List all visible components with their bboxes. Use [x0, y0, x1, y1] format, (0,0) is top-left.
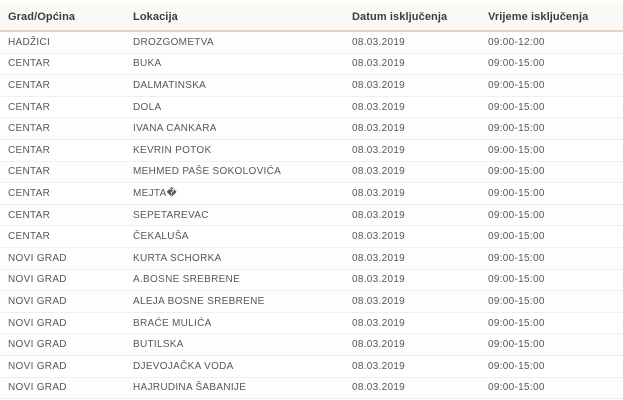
column-header-lokacija: Lokacija	[133, 4, 352, 31]
cell-lokacija: DOLA	[133, 96, 352, 118]
cell-datum: 08.03.2019	[352, 31, 488, 53]
table-row	[0, 183, 623, 205]
cell-grad: NOVI GRAD	[0, 269, 133, 291]
table-row	[0, 53, 623, 75]
column-header-vrijeme-iskljucenja: Vrijeme isključenja	[488, 4, 623, 31]
cell-vrijeme: 09:00-15:00	[488, 53, 623, 75]
cell-grad: CENTAR	[0, 118, 133, 140]
cell-vrijeme: 09:00-15:00	[488, 183, 623, 205]
cell-vrijeme: 09:00-15:00	[488, 139, 623, 161]
cell-grad: NOVI GRAD	[0, 291, 133, 313]
cell-vrijeme: 09:00-15:00	[488, 355, 623, 377]
table-row	[0, 75, 623, 97]
cell-datum: 08.03.2019	[352, 291, 488, 313]
table-row	[0, 377, 623, 399]
cell-grad: CENTAR	[0, 161, 133, 183]
table-header-row	[0, 4, 623, 31]
cell-datum: 08.03.2019	[352, 226, 488, 248]
table-row	[0, 139, 623, 161]
cell-datum: 08.03.2019	[352, 355, 488, 377]
cell-vrijeme: 09:00-15:00	[488, 291, 623, 313]
cell-datum: 08.03.2019	[352, 96, 488, 118]
cell-vrijeme: 09:00-15:00	[488, 75, 623, 97]
cell-grad: NOVI GRAD	[0, 355, 133, 377]
cell-datum: 08.03.2019	[352, 183, 488, 205]
cell-datum: 08.03.2019	[352, 377, 488, 399]
table-header	[0, 4, 623, 31]
outage-table	[0, 4, 623, 399]
table-body	[0, 31, 623, 399]
cell-lokacija: KEVRIN POTOK	[133, 139, 352, 161]
cell-vrijeme: 09:00-15:00	[488, 161, 623, 183]
cell-vrijeme: 09:00-15:00	[488, 377, 623, 399]
cell-lokacija: BRAĆE MULIĆA	[133, 312, 352, 334]
cell-grad: CENTAR	[0, 204, 133, 226]
cell-lokacija: DALMATINSKA	[133, 75, 352, 97]
table-row	[0, 269, 623, 291]
cell-lokacija: IVANA CANKARA	[133, 118, 352, 140]
table-row	[0, 312, 623, 334]
cell-datum: 08.03.2019	[352, 247, 488, 269]
cell-vrijeme: 09:00-15:00	[488, 312, 623, 334]
cell-vrijeme: 09:00-15:00	[488, 269, 623, 291]
table-row	[0, 118, 623, 140]
cell-vrijeme: 09:00-15:00	[488, 204, 623, 226]
cell-grad: CENTAR	[0, 75, 133, 97]
cell-datum: 08.03.2019	[352, 161, 488, 183]
cell-grad: CENTAR	[0, 53, 133, 75]
cell-vrijeme: 09:00-15:00	[488, 226, 623, 248]
table-row	[0, 226, 623, 248]
cell-datum: 08.03.2019	[352, 269, 488, 291]
cell-vrijeme: 09:00-15:00	[488, 96, 623, 118]
cell-grad: NOVI GRAD	[0, 334, 133, 356]
cell-vrijeme: 09:00-15:00	[488, 118, 623, 140]
table-row	[0, 291, 623, 313]
cell-datum: 08.03.2019	[352, 118, 488, 140]
table-row	[0, 96, 623, 118]
cell-grad: CENTAR	[0, 183, 133, 205]
column-header-grad-opcina: Grad/Općina	[0, 4, 133, 31]
cell-lokacija: MEJTA�	[133, 183, 352, 205]
cell-datum: 08.03.2019	[352, 334, 488, 356]
table-row	[0, 355, 623, 377]
cell-lokacija: HAJRUDINA ŠABANIJE	[133, 377, 352, 399]
cell-lokacija: SEPETAREVAC	[133, 204, 352, 226]
cell-lokacija: A.BOSNE SREBRENE	[133, 269, 352, 291]
table-row	[0, 247, 623, 269]
cell-lokacija: DROZGOMETVA	[133, 31, 352, 53]
cell-datum: 08.03.2019	[352, 139, 488, 161]
cell-grad: NOVI GRAD	[0, 377, 133, 399]
table-row	[0, 204, 623, 226]
cell-grad: CENTAR	[0, 96, 133, 118]
cell-vrijeme: 09:00-15:00	[488, 334, 623, 356]
cell-lokacija: ALEJA BOSNE SREBRENE	[133, 291, 352, 313]
cell-datum: 08.03.2019	[352, 312, 488, 334]
cell-lokacija: BUTILSKA	[133, 334, 352, 356]
cell-lokacija: MEHMED PAŠE SOKOLOVIĆA	[133, 161, 352, 183]
cell-datum: 08.03.2019	[352, 204, 488, 226]
table-row	[0, 334, 623, 356]
cell-grad: HADŽICI	[0, 31, 133, 53]
cell-grad: NOVI GRAD	[0, 247, 133, 269]
cell-grad: CENTAR	[0, 226, 133, 248]
column-header-datum-iskljucenja: Datum isključenja	[352, 4, 488, 31]
cell-datum: 08.03.2019	[352, 75, 488, 97]
cell-lokacija: BUKA	[133, 53, 352, 75]
cell-vrijeme: 09:00-15:00	[488, 247, 623, 269]
cell-grad: CENTAR	[0, 139, 133, 161]
cell-grad: NOVI GRAD	[0, 312, 133, 334]
cell-lokacija: DJEVOJAČKA VODA	[133, 355, 352, 377]
cell-datum: 08.03.2019	[352, 53, 488, 75]
cell-lokacija: ČEKALUŠA	[133, 226, 352, 248]
cell-lokacija: KURTA SCHORKA	[133, 247, 352, 269]
table-row	[0, 161, 623, 183]
cell-vrijeme: 09:00-12:00	[488, 31, 623, 53]
table-row	[0, 31, 623, 53]
